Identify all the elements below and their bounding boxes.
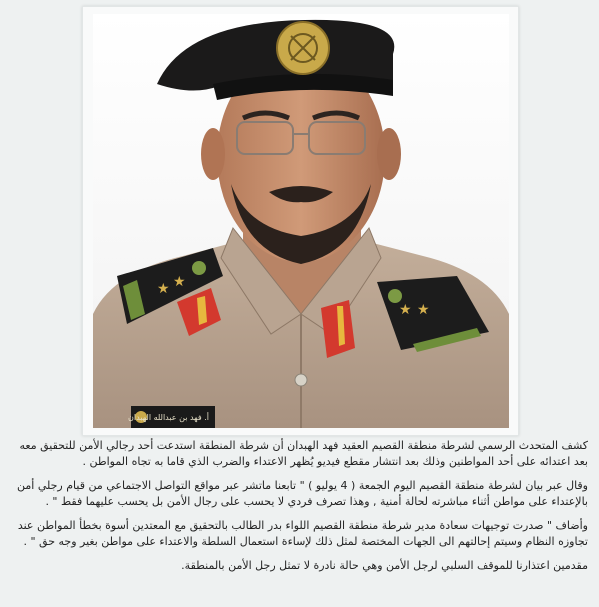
svg-text:★: ★	[157, 281, 170, 297]
article-paragraph: وقال عبر بيان لشرطة منطقة القصيم اليوم الجمعة ( 4 يوليو ) " تابعنا ماتشر عبر مواقع التواصل الاجتماعي من قيام رجلي أمن بالإعتداء على مواطن أثناء مباشرته لحالة أمنية , وهذا تصرف فردي لا يحسب على رجال الأمن بل يحسب عليهما فقط " .	[17, 479, 588, 508]
article-paragraph: كشف المتحدث الرسمي لشرطة منطقة القصيم العقيد فهد الهبدان أن شرطة المنطقة استدعت أحد رجالي الأمن للتحقيق معه بعد اعتدائه على أحد المواطنين وذلك بعد انتشار مقطع فيديو يُظهر الاعتداء والضرب الذي قاما به تجاه المواطن .	[19, 439, 588, 468]
collar-patch-left	[321, 300, 355, 358]
beret-badge	[277, 22, 329, 74]
article-paragraph: مقدمين اعتذارنا للموقف السلبي لرجل الأمن وهي حالة نادرة لا تمثل رجل الأمن بالمنطقة.	[181, 559, 588, 572]
name-tag-text: أ. فهد بن عبدالله الهبدان	[127, 413, 209, 422]
svg-text:★: ★	[173, 274, 186, 290]
photo-frame	[82, 6, 519, 436]
svg-text:★: ★	[417, 302, 430, 318]
name-tag	[128, 406, 215, 428]
officer-portrait	[93, 14, 509, 428]
article-body	[6, 438, 588, 582]
article-paragraph: وأضاف " صدرت توجيهات سعادة مدير شرطة منطقة القصيم اللواء بدر الطالب بالتحقيق مع المعتدين أسوة بخطأ المواطن عند تجاوزه النظام وسيتم إحالتهم الى الجهات المختصة لمثل ذلك لإساءة استعمال السلطة والاعتداء على مواطن بغير وجه حق " .	[17, 519, 588, 548]
svg-text:★: ★	[399, 302, 412, 318]
